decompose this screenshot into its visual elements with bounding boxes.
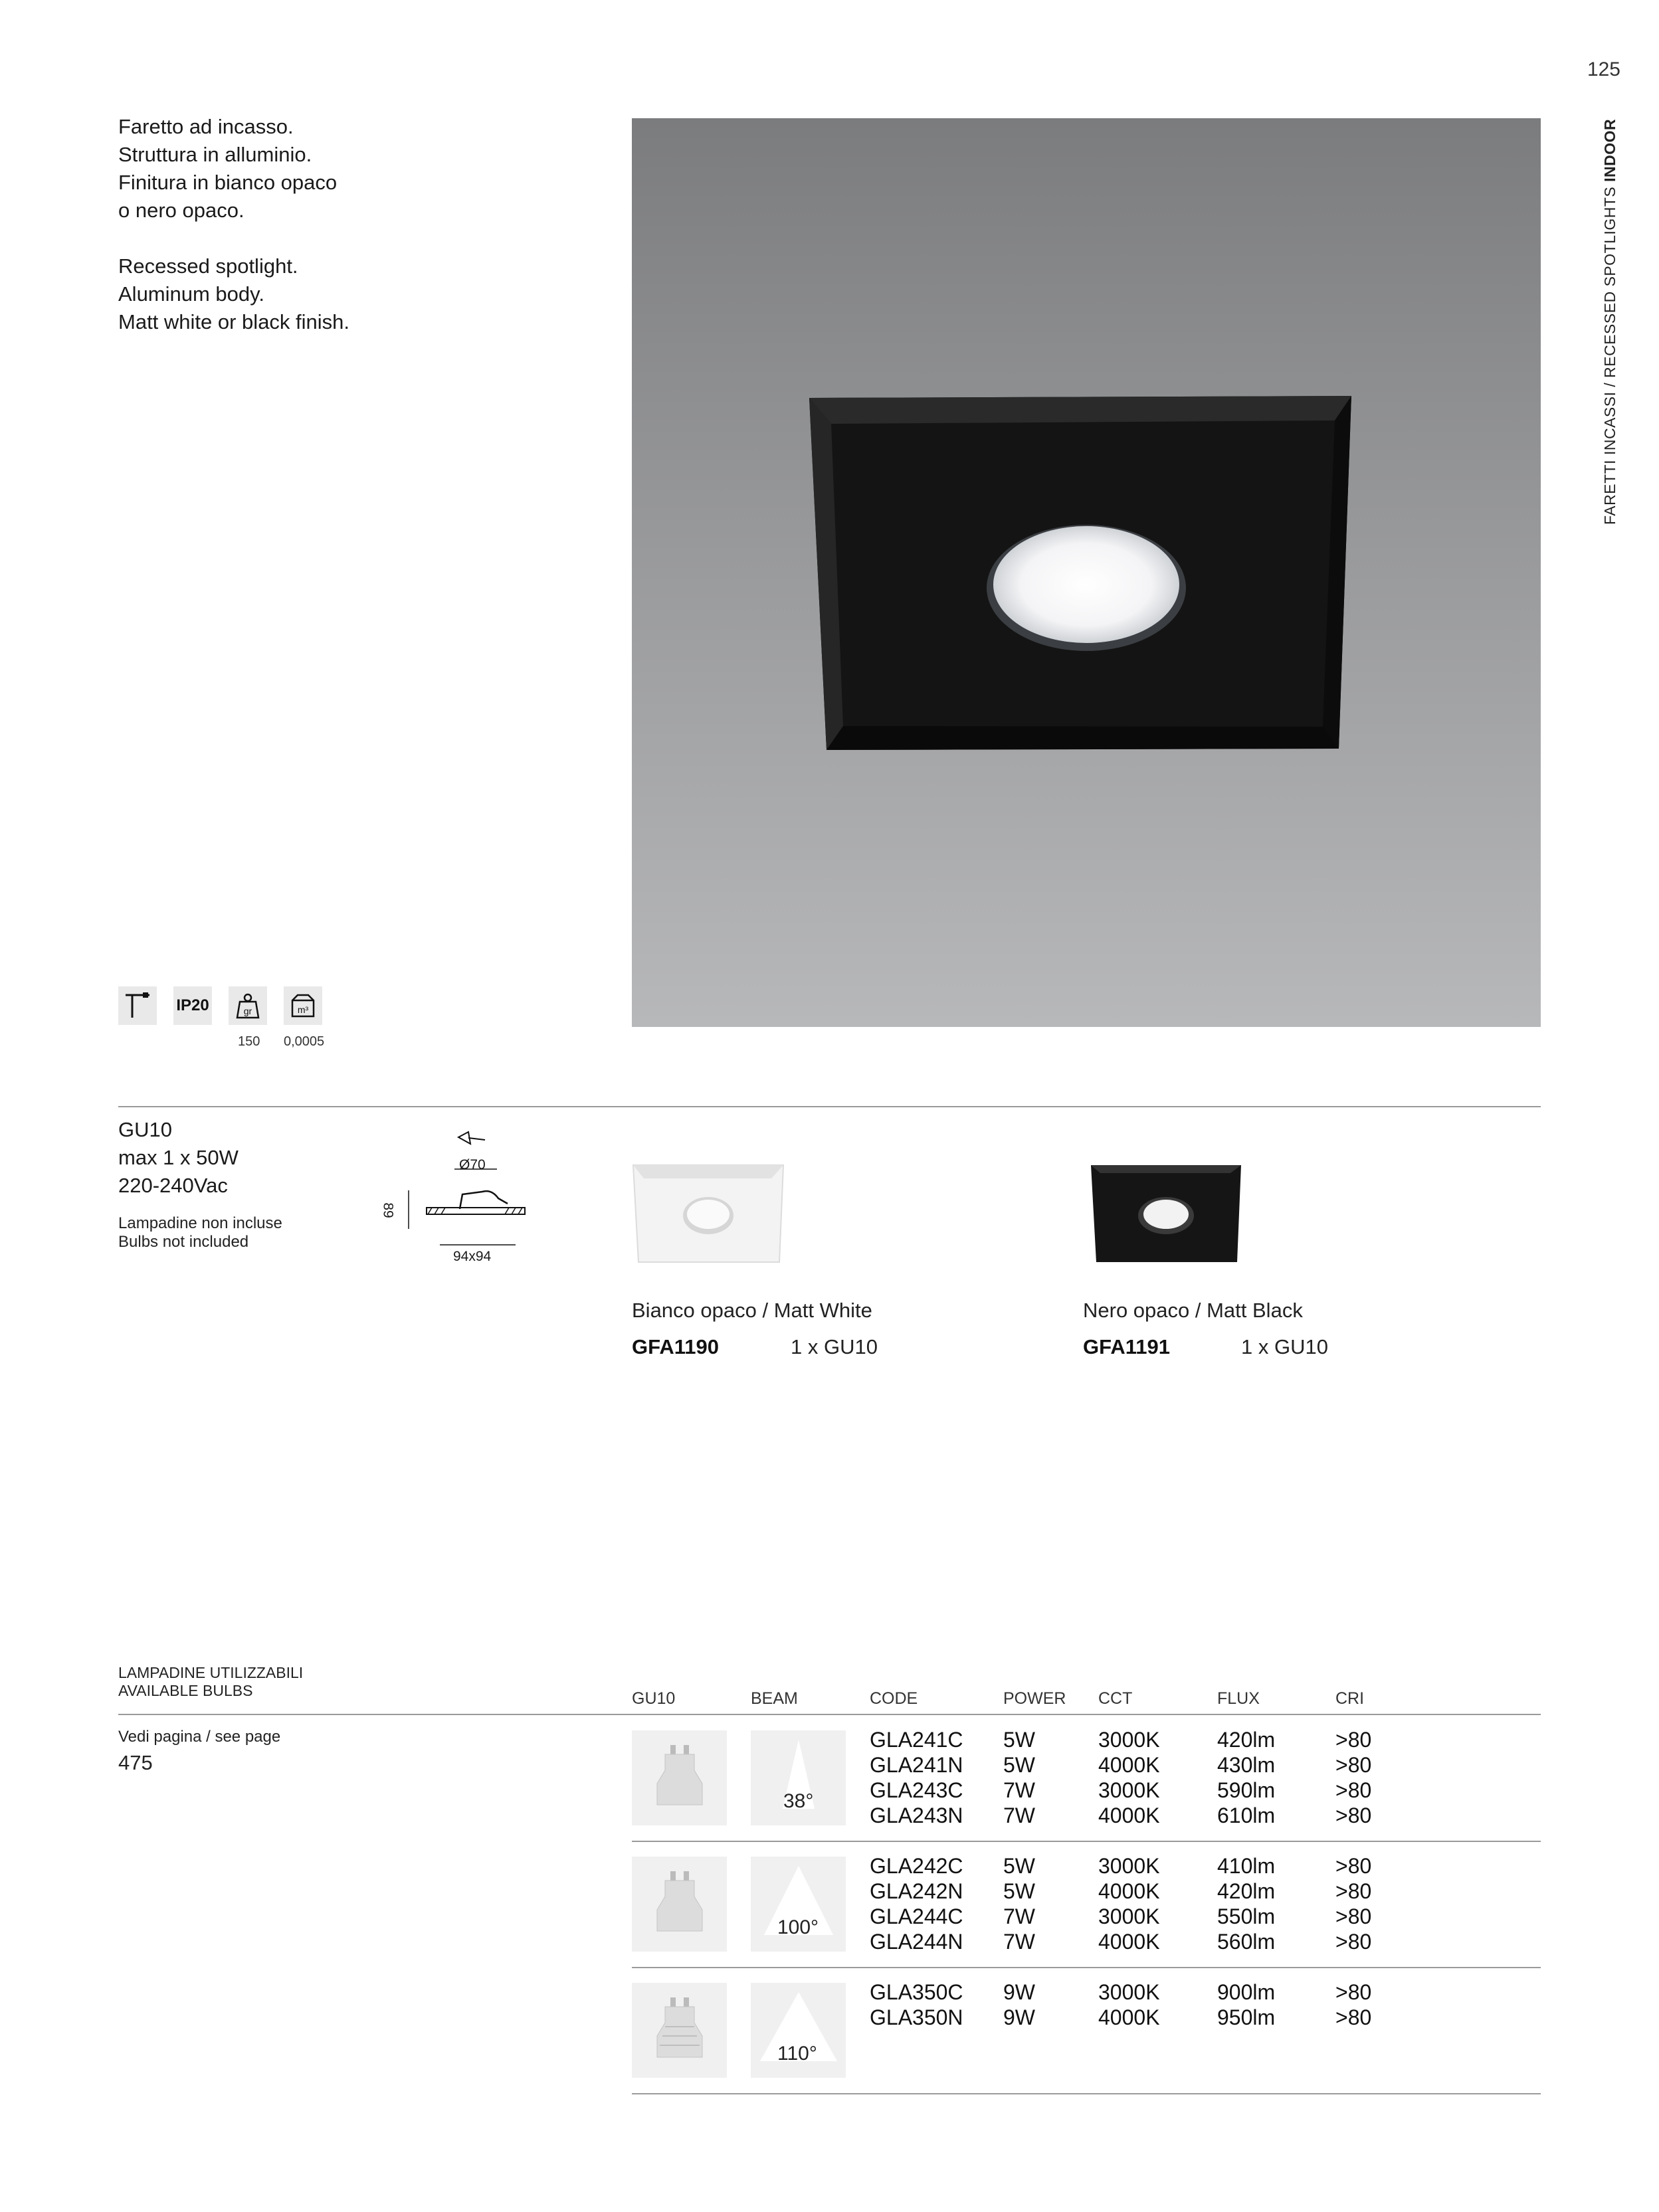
description-line: Struttura in alluminio.: [118, 143, 312, 166]
description-italian: [118, 113, 349, 225]
bulb-code: GLA350N: [870, 2005, 963, 2029]
cct-value: 3000K: [1098, 1854, 1160, 1878]
bulb-code: GLA241C: [870, 1728, 963, 1752]
cri-value: >80: [1335, 1930, 1372, 1954]
description-line: Recessed spotlight.: [118, 254, 298, 278]
flux-value: 590lm: [1217, 1778, 1276, 1802]
title-line: AVAILABLE BULBS: [118, 1682, 253, 1699]
column-header-cri: CRI: [1335, 1689, 1365, 1708]
column-header-gu10: GU10: [632, 1689, 676, 1708]
title-line: LAMPADINE UTILIZZABILI: [118, 1664, 304, 1681]
note-line: Bulbs not included: [118, 1233, 249, 1251]
spotlight-illustration: [632, 118, 1541, 1027]
bulb-code: GLA241N: [870, 1753, 963, 1777]
bulb-code: GLA243N: [870, 1803, 963, 1827]
bulb-cri: [1335, 1853, 1371, 1954]
flux-value: 410lm: [1217, 1854, 1276, 1878]
description-english: [118, 252, 349, 336]
flux-value: 900lm: [1217, 1980, 1276, 2004]
bulb-flux: [1217, 1980, 1275, 2030]
volume-value: 0,0005: [284, 1034, 325, 1049]
bulb-codes: [870, 1980, 963, 2030]
cri-value: >80: [1335, 1879, 1372, 1903]
bulb-note: [118, 1214, 282, 1251]
description-line: Finitura in bianco opaco: [118, 171, 338, 194]
power-value: 7W: [1003, 1803, 1035, 1827]
bulb-code: GLA243C: [870, 1778, 963, 1802]
power-value: 5W: [1003, 1728, 1035, 1752]
bulb-cri: [1335, 1727, 1371, 1828]
section-side-label: [1601, 119, 1619, 525]
variant-white-code: GFA1190: [632, 1335, 719, 1358]
spec-line: 220-240Vac: [118, 1174, 228, 1197]
variant-white-qty: 1 x GU10: [791, 1335, 878, 1358]
column-header-cct: CCT: [1098, 1689, 1133, 1708]
row-divider: [632, 1967, 1541, 1968]
bulb-codes: [870, 1853, 963, 1954]
cri-value: >80: [1335, 2005, 1372, 2029]
see-page-label: Vedi pagina / see page: [118, 1728, 281, 1746]
row-divider: [632, 1841, 1541, 1842]
cct-value: 3000K: [1098, 1904, 1160, 1928]
cri-value: >80: [1335, 1778, 1372, 1802]
flux-value: 420lm: [1217, 1879, 1276, 1903]
cct-value: 4000K: [1098, 1803, 1160, 1827]
bulb-image: [632, 1983, 727, 2078]
cct-value: 4000K: [1098, 1753, 1160, 1777]
section-label-main: FARETTI INCASSI / RECESSED SPOTLIGHTS: [1601, 186, 1618, 525]
flux-value: 950lm: [1217, 2005, 1276, 2029]
variant-white-image: [632, 1164, 785, 1263]
bulb-cri: [1335, 1980, 1371, 2030]
size-label: 94x94: [453, 1249, 492, 1264]
spec-line: max 1 x 50W: [118, 1146, 239, 1169]
description-line: Aluminum body.: [118, 282, 264, 306]
weight-icon: [229, 986, 267, 1025]
power-value: 7W: [1003, 1778, 1035, 1802]
page-number: 125: [1587, 58, 1620, 80]
weight-value: 150: [238, 1034, 260, 1049]
power-value: 7W: [1003, 1904, 1035, 1928]
bulb-power: [1003, 1980, 1035, 2030]
cct-value: 3000K: [1098, 1980, 1160, 2004]
cri-value: >80: [1335, 1753, 1372, 1777]
description-line: Matt white or black finish.: [118, 310, 350, 333]
height-label: 89: [380, 1202, 396, 1218]
cri-value: >80: [1335, 1803, 1372, 1827]
cri-value: >80: [1335, 1904, 1372, 1928]
cct-value: 4000K: [1098, 2005, 1160, 2029]
svg-text:m³: m³: [297, 1004, 309, 1015]
section-label-bold: INDOOR: [1601, 118, 1618, 182]
bulb-flux: [1217, 1853, 1275, 1954]
bulb-cct: [1098, 1980, 1160, 2030]
recessed-mount-icon: [118, 986, 157, 1025]
cct-value: 3000K: [1098, 1728, 1160, 1752]
bulb-flux: [1217, 1727, 1275, 1828]
power-value: 9W: [1003, 2005, 1035, 2029]
power-value: 5W: [1003, 1753, 1035, 1777]
variant-black-caption: Nero opaco / Matt Black: [1083, 1299, 1303, 1322]
variant-black-code: GFA1191: [1083, 1335, 1170, 1358]
power-value: 7W: [1003, 1930, 1035, 1954]
bulb-code: GLA350C: [870, 1980, 963, 2004]
column-header-flux: FLUX: [1217, 1689, 1260, 1708]
product-hero-image: [632, 118, 1541, 1027]
flux-value: 420lm: [1217, 1728, 1276, 1752]
spec-line: GU10: [118, 1118, 172, 1141]
cri-value: >80: [1335, 1854, 1372, 1878]
flux-value: 560lm: [1217, 1930, 1276, 1954]
ip-rating-text: IP20: [176, 996, 209, 1014]
svg-text:gr: gr: [243, 1006, 252, 1016]
flux-value: 610lm: [1217, 1803, 1276, 1827]
dimension-drawing: [385, 1129, 558, 1269]
description-line: Faretto ad incasso.: [118, 115, 294, 138]
bulb-cct: [1098, 1853, 1160, 1954]
product-description: [118, 113, 349, 364]
cri-value: >80: [1335, 1980, 1372, 2004]
column-header-beam: BEAM: [751, 1689, 798, 1708]
power-value: 9W: [1003, 1980, 1035, 2004]
column-header-code: CODE: [870, 1689, 918, 1708]
diameter-label: Ø70: [459, 1157, 486, 1172]
volume-box-icon: [284, 986, 322, 1025]
power-value: 5W: [1003, 1879, 1035, 1903]
bulb-cct: [1098, 1727, 1160, 1828]
technical-drawing: [380, 1129, 558, 1269]
cct-value: 4000K: [1098, 1930, 1160, 1954]
variant-black-qty: 1 x GU10: [1241, 1335, 1328, 1358]
variant-black-image: [1090, 1164, 1242, 1263]
cct-value: 4000K: [1098, 1879, 1160, 1903]
cri-value: >80: [1335, 1728, 1372, 1752]
variant-white-caption: Bianco opaco / Matt White: [632, 1299, 872, 1322]
flux-value: 430lm: [1217, 1753, 1276, 1777]
bulb-code: GLA242C: [870, 1854, 963, 1878]
description-line: o nero opaco.: [118, 199, 244, 222]
bulb-codes: [870, 1727, 963, 1828]
bulb-code: GLA244N: [870, 1930, 963, 1954]
section-divider: [118, 1106, 1541, 1107]
note-line: Lampadine non incluse: [118, 1214, 282, 1232]
bulb-image: [632, 1730, 727, 1825]
beam-angle: 38°: [783, 1790, 814, 1812]
bulb-code: GLA242N: [870, 1879, 963, 1903]
beam-angle: 110°: [777, 2043, 817, 2065]
bulb-code: GLA244C: [870, 1904, 963, 1928]
see-page-number: 475: [118, 1751, 153, 1774]
bulb-image: [632, 1857, 727, 1952]
bulb-power: [1003, 1853, 1035, 1954]
column-header-power: POWER: [1003, 1689, 1066, 1708]
electrical-spec: [118, 1116, 239, 1200]
table-header-divider: [118, 1714, 1541, 1715]
ip-rating-badge: [173, 986, 212, 1025]
power-value: 5W: [1003, 1854, 1035, 1878]
row-divider: [632, 2093, 1541, 2094]
bulb-power: [1003, 1727, 1035, 1828]
available-bulbs-title: [118, 1664, 303, 1700]
beam-angle: 100°: [777, 1916, 819, 1938]
flux-value: 550lm: [1217, 1904, 1276, 1928]
cct-value: 3000K: [1098, 1778, 1160, 1802]
